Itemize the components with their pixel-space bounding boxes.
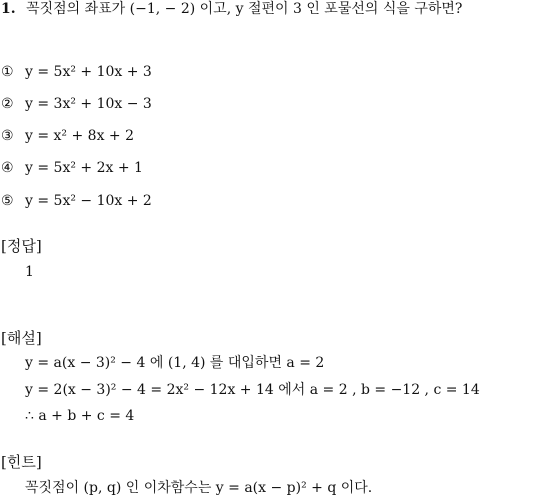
explanation-label: [해설] bbox=[1, 329, 42, 347]
answer-value: 1 bbox=[25, 264, 34, 280]
answer-label: [정답] bbox=[1, 237, 42, 255]
choice-1[interactable] bbox=[1, 63, 152, 81]
question-line bbox=[1, 0, 462, 18]
choice-expression: y = 5x² + 2x + 1 bbox=[25, 160, 143, 176]
explanation-line-2: y = 2(x − 3)² − 4 = 2x² − 12x + 14 에서 a = 2 , b = −12 , c = 14 bbox=[25, 382, 480, 398]
question-number: 1. bbox=[1, 1, 16, 17]
choice-mark: ① bbox=[1, 64, 14, 80]
explanation-line-1: y = a(x − 3)² − 4 에 (1, 4) 를 대입하면 a = 2 bbox=[25, 355, 325, 371]
choice-expression: y = 5x² − 10x + 2 bbox=[25, 193, 152, 209]
choice-5[interactable] bbox=[1, 192, 152, 210]
hint-label: [힌트] bbox=[1, 453, 42, 471]
choice-expression: y = x² + 8x + 2 bbox=[25, 128, 135, 144]
choice-2[interactable] bbox=[1, 95, 152, 113]
choice-mark: ③ bbox=[1, 128, 14, 144]
choice-mark: ② bbox=[1, 96, 14, 112]
choice-4[interactable] bbox=[1, 159, 143, 177]
choice-3[interactable] bbox=[1, 127, 134, 145]
choice-expression: y = 5x² + 10x + 3 bbox=[25, 64, 152, 80]
question-text: 꼭짓점의 좌표가 (−1, − 2) 이고, y 절편이 3 인 포물선의 식을 구하면? bbox=[26, 1, 463, 17]
hint-text: 꼭짓점이 (p, q) 인 이차함수는 y = a(x − p)² + q 이다. bbox=[25, 480, 373, 496]
explanation-line-3: ∴ a + b + c = 4 bbox=[25, 408, 135, 424]
choice-mark: ⑤ bbox=[1, 193, 14, 209]
choice-expression: y = 3x² + 10x − 3 bbox=[25, 96, 152, 112]
choice-mark: ④ bbox=[1, 160, 14, 176]
